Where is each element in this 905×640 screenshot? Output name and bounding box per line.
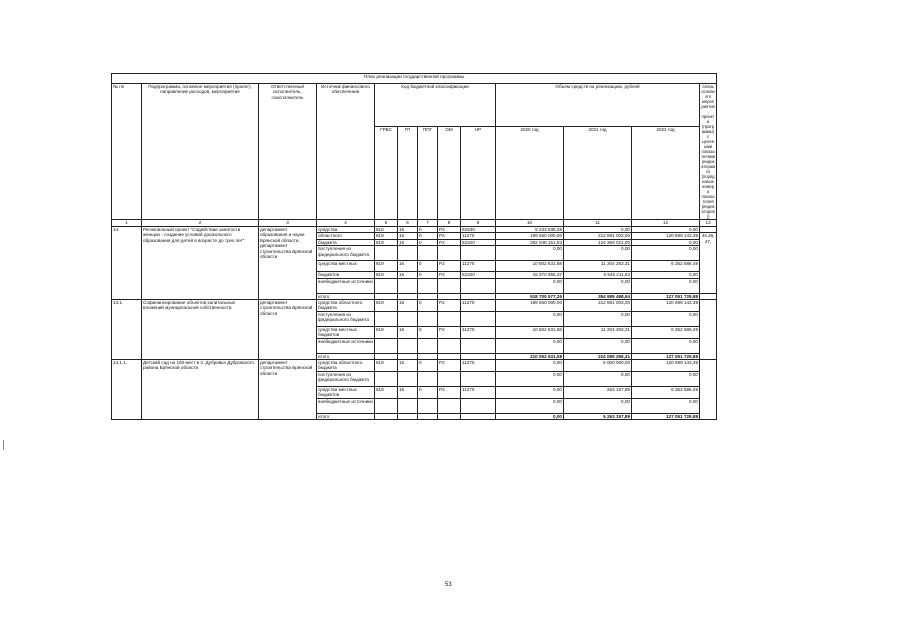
amount-y2020: 518 705 577,26 — [496, 293, 564, 299]
funding-source: бюджета — [317, 239, 375, 245]
code-nr — [461, 338, 496, 353]
code-pgp: 0 — [418, 386, 438, 398]
item-responsible: департамент строительства Брянской области — [259, 360, 317, 420]
item-responsible: департамент образования и науки Брянской области, департамент строительства Брянской области — [259, 227, 317, 300]
amount-y2022: 0,00 — [632, 227, 700, 233]
amount-y2021: 0,00 — [564, 227, 632, 233]
code-pgp: 0 — [418, 326, 438, 338]
amount-y2022: 120 699 143,39 — [632, 300, 700, 312]
funding-source: областного — [317, 233, 375, 239]
code-gp: 16 — [398, 300, 418, 312]
code-nr: 52320 — [461, 239, 496, 245]
table-row — [112, 300, 717, 312]
amount-y2020: 10 502 631,58 — [496, 261, 564, 272]
amount-y2021: 124 359 021,00 — [564, 239, 632, 245]
funding-source: итого — [317, 413, 375, 419]
code-nr: 11270 — [461, 261, 496, 272]
item-link-indicators: 44,46,47, — [700, 233, 717, 293]
amount-y2021: 0,00 — [564, 278, 632, 293]
code-grbs: 819 — [375, 233, 398, 239]
code-om — [438, 246, 461, 261]
amount-y2022: 127 051 729,88 — [632, 293, 700, 299]
amount-y2021: 0,00 — [564, 311, 632, 326]
amount-y2022: 120 699 143,39 — [632, 233, 700, 239]
code-grbs — [375, 338, 398, 353]
header-om: ОМ — [438, 127, 461, 220]
code-pgp — [418, 413, 438, 419]
funding-source: средства местных бюджетов — [317, 386, 375, 398]
code-gp — [398, 311, 418, 326]
code-pgp — [418, 371, 438, 386]
code-gp — [398, 246, 418, 261]
code-grbs — [375, 278, 398, 293]
funding-source: средства местных — [317, 261, 375, 272]
code-nr: 11270 — [461, 300, 496, 312]
code-grbs: 819 — [375, 386, 398, 398]
header-pgp: ППГ — [418, 127, 438, 220]
funding-source: средства местных бюджетов — [317, 326, 375, 338]
code-nr — [461, 413, 496, 419]
code-grbs — [375, 413, 398, 419]
header-link: Связь основного мероприятия, проекта (программы) с целевыми показателями (индикаторами) (порядковые номера показателей (индикаторов)) — [701, 84, 716, 219]
code-gp: 16 — [398, 227, 418, 233]
column-number: 1 — [112, 220, 142, 227]
column-number: 11 — [564, 220, 632, 227]
column-number: 9 — [461, 220, 496, 227]
amount-y2022: 0,00 — [632, 278, 700, 293]
code-pgp — [418, 338, 438, 353]
code-om: P2 — [438, 272, 461, 278]
column-number: 13 — [700, 220, 717, 227]
code-pgp: 0 — [418, 227, 438, 233]
item-number: 14.1.1. — [112, 360, 142, 420]
column-number: 3 — [259, 220, 317, 227]
item-responsible: департамент строительства Брянской области — [259, 300, 317, 360]
amount-y2022: 0,00 — [632, 398, 700, 413]
item-name: Софинансирование объектов капитальных вложений муниципальной собственности — [142, 300, 259, 360]
table-row — [112, 360, 717, 372]
amount-y2020: 0,00 — [496, 398, 564, 413]
column-number: 7 — [418, 220, 438, 227]
amount-y2021: 5 000 000,00 — [564, 360, 632, 372]
code-grbs: 819 — [375, 239, 398, 245]
amount-y2022: 127 051 729,88 — [632, 353, 700, 359]
code-nr: 11270 — [461, 386, 496, 398]
header-grbs: ГРБС — [375, 127, 398, 220]
code-om — [438, 413, 461, 419]
code-om: P2 — [438, 360, 461, 372]
amount-y2021: 0,00 — [564, 246, 632, 261]
code-grbs: 819 — [375, 261, 398, 272]
amount-y2020: 0,00 — [496, 386, 564, 398]
amount-y2021: 0,00 — [564, 371, 632, 386]
funding-source: средства областного бюджета — [317, 360, 375, 372]
amount-y2022: 0,00 — [632, 338, 700, 353]
amount-y2020: 210 052 631,58 — [496, 353, 564, 359]
code-nr — [461, 398, 496, 413]
code-nr — [461, 371, 496, 386]
code-om: P2 — [438, 227, 461, 233]
amount-y2021: 263 157,89 — [564, 386, 632, 398]
amount-y2022: 0,00 — [632, 311, 700, 326]
amount-y2022: 127 051 729,88 — [632, 413, 700, 419]
code-om: P2 — [438, 326, 461, 338]
code-gp: 16 — [398, 386, 418, 398]
column-number: 10 — [496, 220, 564, 227]
amount-y2020: 0,00 — [496, 338, 564, 353]
amount-y2022: 0,00 — [632, 239, 700, 245]
funding-source: итого — [317, 293, 375, 299]
code-om — [438, 278, 461, 293]
code-om — [438, 311, 461, 326]
item-link-indicators — [700, 360, 717, 420]
header-2021: 2021 год — [564, 127, 632, 220]
code-nr: 52530 — [461, 227, 496, 233]
funding-source: внебюджетные источники — [317, 398, 375, 413]
code-pgp — [418, 398, 438, 413]
amount-y2022: 120 699 143,39 — [632, 360, 700, 372]
funding-source: средства — [317, 227, 375, 233]
funding-source: внебюджетные источники — [317, 278, 375, 293]
code-om: P2 — [438, 386, 461, 398]
amount-y2020: 9 233 838,38 — [496, 227, 564, 233]
code-gp — [398, 371, 418, 386]
header-subprogram: Подпрограмма, основное мероприятие (проект), направление расходов, мероприятие — [142, 84, 259, 220]
code-gp — [398, 413, 418, 419]
code-grbs: 819 — [375, 272, 398, 278]
code-om: P2 — [438, 239, 461, 245]
column-number: 5 — [375, 220, 398, 227]
code-om: P2 — [438, 233, 461, 239]
column-number: 12 — [632, 220, 700, 227]
code-om: P2 — [438, 261, 461, 272]
code-gp: 16 — [398, 261, 418, 272]
header-gp: ГП — [398, 127, 418, 220]
amount-y2020: 292 048 151,93 — [496, 239, 564, 245]
table-title: План реализации государственной программы — [112, 74, 717, 84]
code-nr: 11270 — [461, 233, 496, 239]
header-source: Источник финансового обеспечения — [317, 84, 375, 220]
code-pgp — [418, 278, 438, 293]
funding-source: бюджетов — [317, 272, 375, 278]
funding-source: внебюджетные источники — [317, 338, 375, 353]
column-number: 2 — [142, 220, 259, 227]
code-gp: 16 — [398, 239, 418, 245]
amount-y2020: 0,00 — [496, 278, 564, 293]
amount-y2021: 5 263 157,89 — [564, 413, 632, 419]
code-gp — [398, 338, 418, 353]
code-grbs: 816 — [375, 227, 398, 233]
amount-y2020: 199 550 000,00 — [496, 300, 564, 312]
code-pgp: 0 — [418, 239, 438, 245]
code-nr — [461, 246, 496, 261]
item-name: Региональный проект "Содействие занятости женщин - создание условий дошкольного образования для детей в возрасте до трех лет" — [142, 227, 259, 300]
code-pgp: 0 — [418, 233, 438, 239]
header-nr: НР — [461, 127, 496, 220]
code-nr — [461, 311, 496, 326]
code-grbs: 819 — [375, 300, 398, 312]
margin-mark — [3, 440, 4, 450]
code-pgp: 0 — [418, 272, 438, 278]
amount-y2021: 212 881 003,00 — [564, 300, 632, 312]
funding-source: поступления из федерального бюджета — [317, 371, 375, 386]
funding-source: средства областного бюджета — [317, 300, 375, 312]
column-number: 8 — [438, 220, 461, 227]
code-pgp: 0 — [418, 261, 438, 272]
amount-y2021: 0,00 — [564, 338, 632, 353]
amount-y2021: 11 204 263,31 — [564, 261, 632, 272]
amount-y2021: 6 545 211,63 — [564, 272, 632, 278]
amount-y2021: 212 881 003,00 — [564, 233, 632, 239]
amount-y2020: 0,00 — [496, 360, 564, 372]
code-pgp: 0 — [418, 360, 438, 372]
code-grbs — [375, 246, 398, 261]
column-number: 4 — [317, 220, 375, 227]
item-name: Детский сад на 150 мест в п. Дубровка Дубровского района Брянской области — [142, 360, 259, 420]
amount-y2020: 199 550 000,00 — [496, 233, 564, 239]
code-gp: 16 — [398, 233, 418, 239]
amount-y2022: 0,00 — [632, 371, 700, 386]
code-gp: 16 — [398, 360, 418, 372]
code-om: P2 — [438, 300, 461, 312]
code-om — [438, 398, 461, 413]
amount-y2022: 6 352 586,49 — [632, 386, 700, 398]
code-om — [438, 338, 461, 353]
amount-y2020: 15 370 955,37 — [496, 272, 564, 278]
amount-y2021: 354 989 498,94 — [564, 293, 632, 299]
code-gp: 16 — [398, 326, 418, 338]
code-nr: 52320 — [461, 272, 496, 278]
code-grbs — [375, 311, 398, 326]
header-amount: Объем средств на реализацию, рублей — [496, 84, 700, 127]
header-2022: 2022 год — [632, 127, 700, 220]
code-om — [438, 371, 461, 386]
funding-source: итого — [317, 353, 375, 359]
code-nr: 11270 — [461, 360, 496, 372]
code-pgp — [418, 311, 438, 326]
code-grbs — [375, 371, 398, 386]
amount-y2020: 0,00 — [496, 413, 564, 419]
code-gp — [398, 278, 418, 293]
amount-y2022: 6 352 586,49 — [632, 261, 700, 272]
header-2020: 2020 год — [496, 127, 564, 220]
code-nr: 11270 — [461, 326, 496, 338]
amount-y2020: 10 502 631,58 — [496, 326, 564, 338]
amount-y2021: 0,00 — [564, 398, 632, 413]
amount-y2022: 6 352 586,49 — [632, 326, 700, 338]
page-number: 53 — [445, 582, 452, 588]
column-number: 6 — [398, 220, 418, 227]
amount-y2020: 0,00 — [496, 371, 564, 386]
amount-y2022: 0,00 — [632, 272, 700, 278]
header-responsible: Ответственный исполнитель, соисполнитель — [259, 84, 317, 220]
column-number-row — [112, 220, 717, 227]
item-link-indicators — [700, 300, 717, 360]
code-gp: 16 — [398, 272, 418, 278]
funding-source: поступления из федерального бюджета — [317, 246, 375, 261]
header-budget-code: Код бюджетной классификации — [375, 84, 496, 127]
amount-y2022: 0,00 — [632, 246, 700, 261]
item-number: 14.1. — [112, 300, 142, 360]
plan-table — [111, 73, 717, 420]
code-grbs: 819 — [375, 326, 398, 338]
code-pgp: 0 — [418, 300, 438, 312]
funding-source: поступления из федерального бюджета — [317, 311, 375, 326]
code-gp — [398, 398, 418, 413]
amount-y2021: 11 204 263,31 — [564, 326, 632, 338]
code-grbs — [375, 398, 398, 413]
amount-y2020: 0,00 — [496, 246, 564, 261]
code-pgp — [418, 246, 438, 261]
code-nr — [461, 278, 496, 293]
amount-y2020: 0,00 — [496, 311, 564, 326]
item-number: 14. — [112, 227, 142, 300]
amount-y2021: 224 085 266,31 — [564, 353, 632, 359]
header-num: № пп — [112, 84, 142, 220]
code-grbs: 819 — [375, 360, 398, 372]
